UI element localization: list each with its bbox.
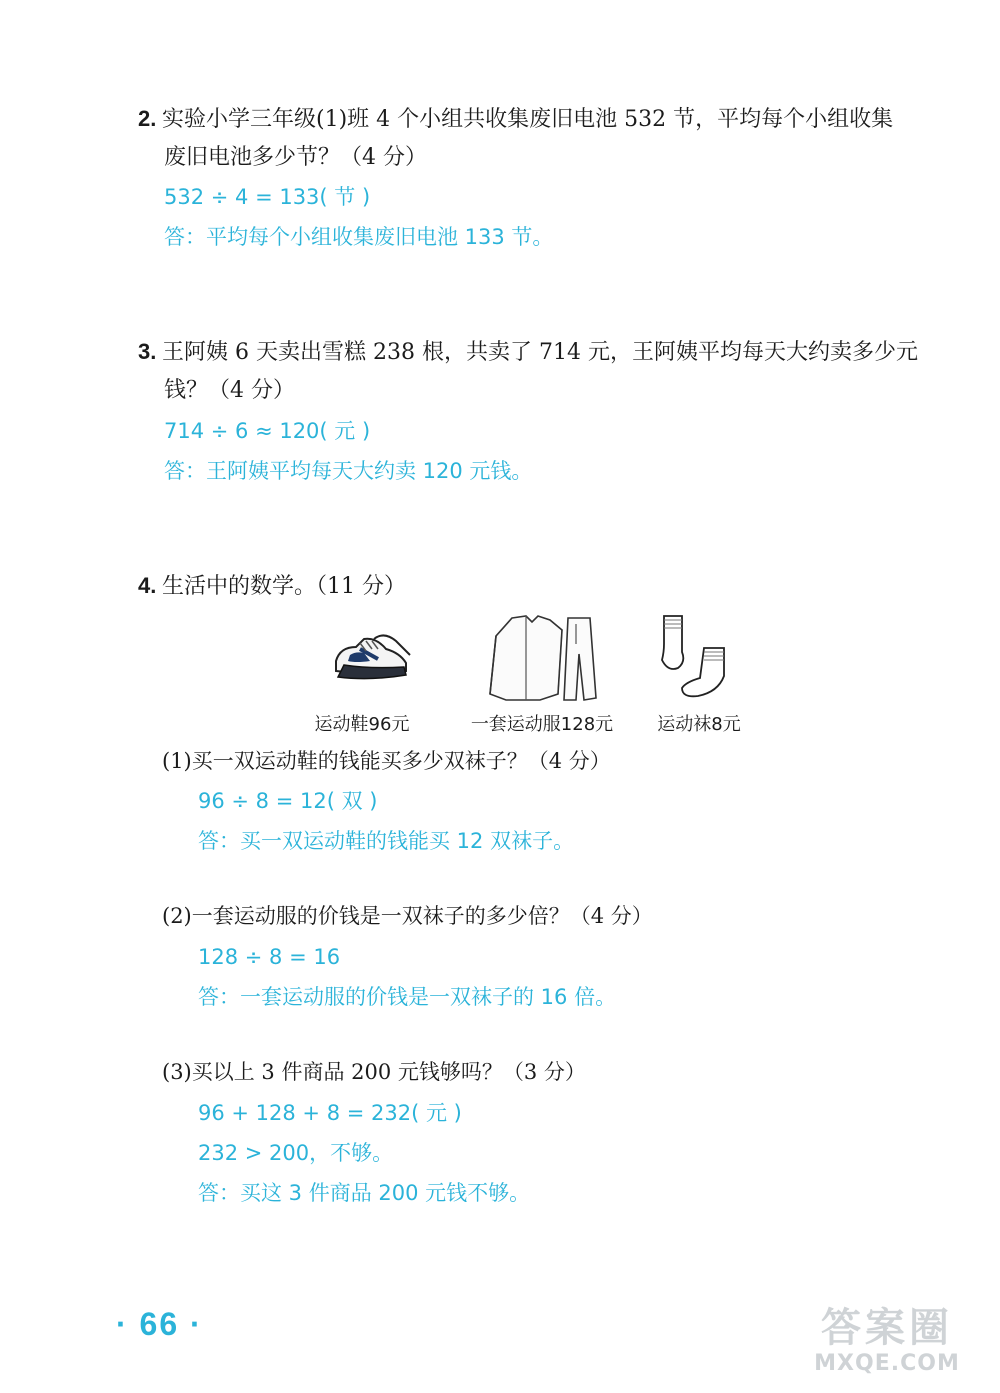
subquestion-2: (2)一套运动服的价钱是一双袜子的多少倍？（4 分） [162,904,653,928]
answer-comparison: 232 > 200，不够。 [198,1141,394,1165]
watermark-bottom-text: MXQE.COM [814,1351,960,1376]
answer-statement: 答：王阿姨平均每天大约卖 120 元钱。 [164,459,533,483]
answer-statement: 答：买这 3 件商品 200 元钱不够。 [198,1181,531,1205]
question-text-line1: 王阿姨 6 天卖出雪糕 238 根，共卖了 714 元，王阿姨平均每天大约卖多少元 [162,340,918,365]
answer-statement: 答：买一双运动鞋的钱能买 12 双袜子。 [198,829,575,853]
item-caption: 运动鞋96元 [314,714,410,735]
socks-icon [656,612,738,702]
answer-statement: 答：平均每个小组收集废旧电池 133 节。 [164,225,554,249]
answer-statement: 答：一套运动服的价钱是一双袜子的 16 倍。 [198,985,617,1009]
answer-calculation: 714 ÷ 6 ≈ 120( 元 ) [164,419,371,443]
question-text-line2: 废旧电池多少节？（4 分） [164,145,427,170]
tracksuit-icon [486,614,602,704]
sneakers-icon [330,625,414,683]
answer-calculation: 96 + 128 + 8 = 232( 元 ) [198,1101,462,1125]
question-text-line2: 钱？（4 分） [164,378,295,403]
question-text-line1: 实验小学三年级(1)班 4 个小组共收集废旧电池 532 节，平均每个小组收集 [162,107,894,132]
item-caption: 一套运动服128元 [470,714,614,735]
question-number: 2. [138,106,157,131]
question-number: 4. [138,573,157,598]
page-number: · 66 · [116,1306,203,1342]
question-3 [138,333,918,410]
item-caption: 运动袜8元 [657,714,741,735]
answer-calculation: 96 ÷ 8 = 12( 双 ) [198,789,378,813]
question-4 [138,567,918,606]
answer-calculation: 128 ÷ 8 = 16 [198,945,341,969]
watermark-logo [792,1305,982,1385]
question-2 [138,100,918,177]
watermark-top-text: 答案圈 [821,1305,953,1351]
question-number: 3. [138,339,157,364]
answer-calculation: 532 ÷ 4 = 133( 节 ) [164,185,371,209]
question-text: 生活中的数学。（11 分） [162,574,406,599]
subquestion-1: (1)买一双运动鞋的钱能买多少双袜子？（4 分） [162,749,611,773]
subquestion-3: (3)买以上 3 件商品 200 元钱够吗？（3 分） [162,1060,586,1084]
